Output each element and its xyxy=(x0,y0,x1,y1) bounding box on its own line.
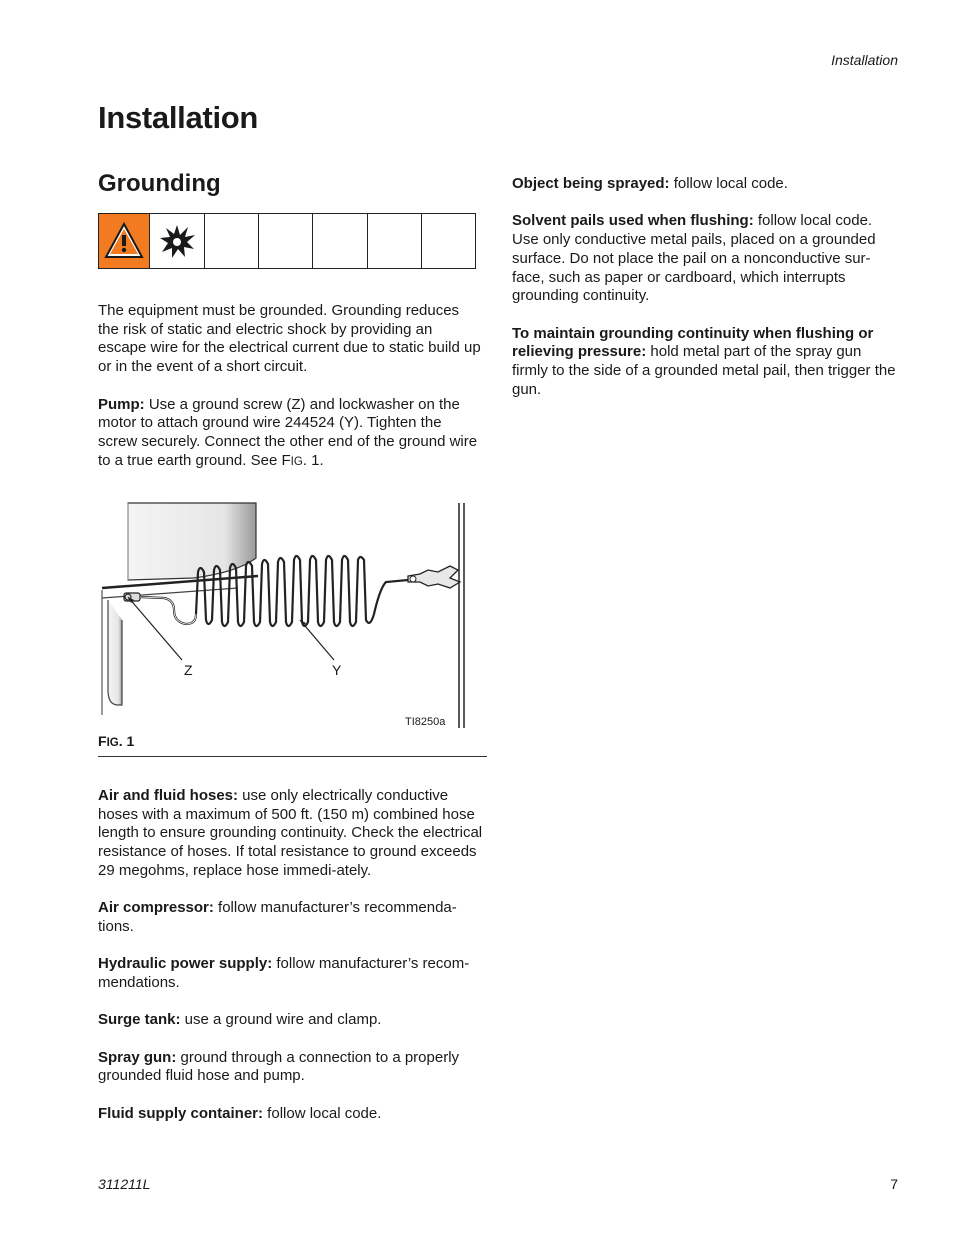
item-label: Fluid supply container: xyxy=(98,1104,264,1122)
figure-rule xyxy=(98,756,487,757)
item-text: follow local code. xyxy=(669,175,788,192)
section-title: Grounding xyxy=(98,170,221,197)
item-label: Air and fluid hoses: xyxy=(98,787,239,804)
item-label: Solvent pails used when flushing: xyxy=(512,212,754,230)
intro-column xyxy=(98,302,483,490)
item-paragraph xyxy=(98,1011,488,1030)
item-label: Object being sprayed: xyxy=(512,175,670,192)
item-text: hold metal part of the spray gun firmly to the side of a grounded metal pail, then trigger the gun. xyxy=(512,343,896,398)
item-text: use only electrically conductive hoses with a maximum of 500 ft. (150 m) combined hose length to ensure grounding continuity. Check the electrical resistance of hoses. If total resistance to ground exceeds 29 megohms, replace hose immedi-ately. xyxy=(98,787,483,879)
item-label: Spray gun: xyxy=(98,1048,177,1066)
fig-ref-f: F xyxy=(281,451,291,469)
warning-triangle-icon xyxy=(99,214,149,268)
intro-paragraph: The equipment must be grounded. Grounding reduces the risk of static and electric shock by providing an escape wire for the electrical current due to static build up or in the event of a short circuit. xyxy=(98,302,481,376)
left-items-column xyxy=(98,787,488,1142)
explosion-hazard-icon xyxy=(149,214,204,268)
caption-num: . 1 xyxy=(118,733,135,749)
item-text: follow manufacturer’s recom-mendations. xyxy=(98,955,470,991)
empty-symbol-cell xyxy=(312,214,366,268)
pump-paragraph xyxy=(98,396,483,472)
caption-f: F xyxy=(98,733,107,749)
caption-ig: IG xyxy=(106,737,119,749)
pump-text: Use a ground screw (Z) and lockwasher on the motor to attach ground wire 244524 (Y). Tighten the screw securely. Connect the other end of the ground wire to a true earth ground. See xyxy=(98,395,478,469)
item-label: Hydraulic power supply: xyxy=(98,955,273,973)
fig-ref-num: . 1. xyxy=(302,451,324,469)
figure-code: TI8250a xyxy=(405,716,446,728)
fig-ref-ig: IG xyxy=(290,455,303,468)
empty-symbol-cell xyxy=(258,214,312,268)
page-title: Installation xyxy=(98,100,259,135)
page-number: 7 xyxy=(890,1176,898,1192)
pump-label: Pump: xyxy=(98,395,145,413)
running-header: Installation xyxy=(831,52,898,68)
item-paragraph xyxy=(98,899,488,936)
item-paragraph xyxy=(98,1049,488,1086)
empty-symbol-cell xyxy=(367,214,421,268)
item-text: follow local code. xyxy=(263,1104,382,1122)
doc-number: 311211L xyxy=(98,1176,151,1192)
grounding-illustration xyxy=(98,500,468,730)
item-text: ground through a connection to a properly grounded fluid hose and pump. xyxy=(98,1048,460,1085)
item-label: Surge tank: xyxy=(98,1011,181,1029)
warning-symbol-strip xyxy=(98,213,476,269)
item-text: follow manufacturer’s recommenda-tions. xyxy=(98,899,457,935)
figure-caption xyxy=(98,733,134,749)
item-paragraph xyxy=(512,212,897,306)
item-paragraph xyxy=(98,787,488,881)
callout-label-z: Z xyxy=(184,662,193,678)
item-paragraph xyxy=(512,325,897,400)
item-text: follow local code. Use only conductive metal pails, placed on a grounded surface. Do not place the pail on a nonconductive sur-face, such as paper or cardboard, which interrupts grounding continuity. xyxy=(512,212,876,305)
right-items-column xyxy=(512,175,897,418)
empty-symbol-cell xyxy=(421,214,475,268)
item-paragraph xyxy=(512,175,897,194)
item-text: use a ground wire and clamp. xyxy=(180,1011,382,1029)
item-label: To maintain grounding continuity when flushing or relieving pressure: xyxy=(512,324,874,361)
item-paragraph xyxy=(98,1105,488,1124)
empty-symbol-cell xyxy=(204,214,258,268)
item-paragraph xyxy=(98,955,488,992)
callout-label-y: Y xyxy=(332,662,342,678)
item-label: Air compressor: xyxy=(98,899,214,917)
